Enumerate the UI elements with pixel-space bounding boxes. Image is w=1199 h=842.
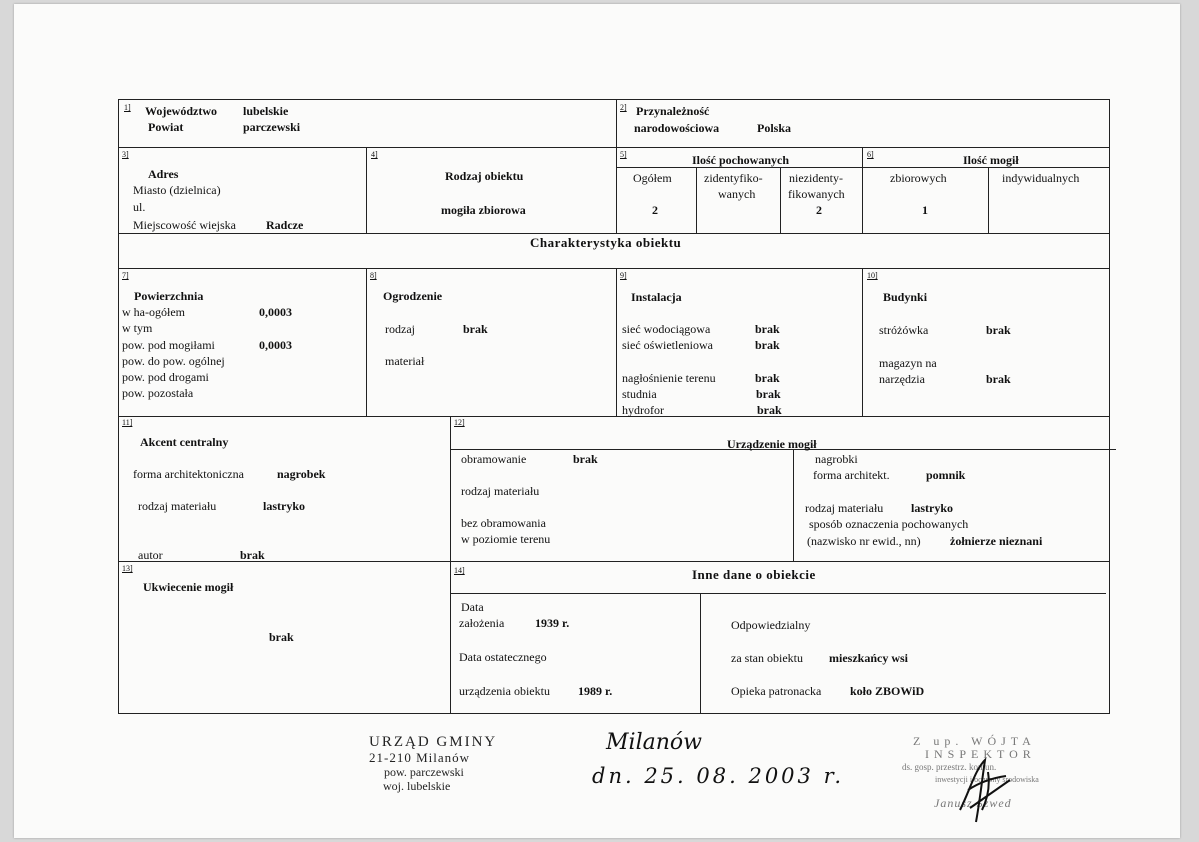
section-number: 2]	[620, 103, 627, 112]
narodowosc-label-2: narodowościowa	[634, 121, 720, 135]
urzadzenie-bez-1: bez obramowania	[461, 516, 546, 530]
powierzchnia-value: 0,0003	[259, 305, 292, 319]
powierzchnia-title: Powierzchnia	[134, 289, 204, 303]
urzadzenie-bez-2: w poziomie terenu	[461, 532, 551, 546]
instalacja-row: hydrofor	[622, 403, 664, 417]
section-number: 5]	[620, 150, 627, 159]
budynki-row: narzędzia	[879, 372, 925, 386]
ukwiecenie-value: brak	[269, 630, 294, 644]
instalacja-value: brak	[755, 338, 780, 352]
ogolem-label: Ogółem	[633, 171, 672, 185]
wojewodztwo-value: lubelskie	[243, 104, 289, 118]
ogrodzenie-rodzaj-label: rodzaj	[385, 322, 415, 336]
urzadzenie-rodzaj2-label: rodzaj materiału	[805, 501, 884, 515]
akcent-rodzaj-value: lastryko	[263, 499, 305, 513]
ogrodzenie-title: Ogrodzenie	[383, 289, 443, 303]
inne-opieka-value: koło ZBOWiD	[850, 684, 925, 698]
urzadzenie-title: Urządzenie mogił	[727, 437, 817, 451]
powierzchnia-row: pow. pozostała	[122, 386, 194, 400]
urzadzenie-obram-label: obramowanie	[461, 452, 527, 466]
instalacja-row: sieć wodociągowa	[622, 322, 711, 336]
stamp-line: pow. parczewski	[384, 765, 464, 779]
urzadzenie-nazwisko-label: (nazwisko nr ewid., nn)	[807, 534, 921, 548]
ogrodzenie-material-label: materiał	[385, 354, 425, 368]
mogil-title: Ilość mogił	[963, 153, 1019, 167]
section-number: 11]	[122, 418, 133, 427]
powierzchnia-row: w tym	[122, 321, 153, 335]
instalacja-value: brak	[756, 387, 781, 401]
rodzaj-obiektu-title: Rodzaj obiektu	[445, 169, 524, 183]
section-number: 12]	[454, 418, 465, 427]
urzadzenie-nagrobki: nagrobki	[815, 452, 858, 466]
inne-urzadzenia-label: urządzenia obiektu	[459, 684, 550, 698]
rodzaj-obiektu-value: mogiła zbiorowa	[441, 203, 526, 217]
stamp-line: inwestycji i ochrony środowiska	[935, 775, 1039, 784]
instalacja-value: brak	[755, 371, 780, 385]
section-number: 4]	[371, 150, 378, 159]
urzadzenie-rodzaj2-value: lastryko	[911, 501, 953, 515]
powiat-label: Powiat	[148, 120, 184, 134]
akcent-title: Akcent centralny	[140, 435, 229, 449]
inne-dane-title: Inne dane o obiekcie	[692, 567, 816, 582]
budynki-value: brak	[986, 372, 1011, 386]
narodowosc-label-1: Przynależność	[636, 104, 710, 118]
inne-stan-value: mieszkańcy wsi	[829, 651, 908, 665]
budynki-value: brak	[986, 323, 1011, 337]
inne-stan-label: za stan obiektu	[731, 651, 803, 665]
signature-icon	[930, 750, 1020, 830]
section-number: 3]	[122, 150, 129, 159]
budynki-row: stróżówka	[879, 323, 929, 337]
urzadzenie-nazwisko-value: żołnierze nieznani	[950, 534, 1043, 548]
charakterystyka-heading: Charakterystyka obiektu	[530, 235, 682, 250]
powierzchnia-row: pow. do pow. ogólnej	[122, 354, 225, 368]
handwritten-date: dn. 25. 08. 2003 r.	[592, 764, 844, 788]
inne-opieka-label: Opieka patronacka	[731, 684, 822, 698]
budynki-row: magazyn na	[879, 356, 937, 370]
instalacja-title: Instalacja	[631, 290, 682, 304]
zbiorowych-label: zbiorowych	[890, 171, 947, 185]
instalacja-row: sieć oświetleniowa	[622, 338, 713, 352]
indywidualnych-label: indywidualnych	[1002, 171, 1080, 185]
powierzchnia-row: pow. pod drogami	[122, 370, 209, 384]
akcent-autor-value: brak	[240, 548, 265, 562]
ogolem-value: 2	[652, 203, 658, 217]
urzadzenie-forma-value: pomnik	[926, 468, 966, 482]
akcent-rodzaj-label: rodzaj materiału	[138, 499, 217, 513]
inne-odpowiedzialny-label: Odpowiedzialny	[731, 618, 811, 632]
section-number: 8]	[370, 271, 377, 280]
powiat-value: parczewski	[243, 120, 301, 134]
ulica-label: ul.	[133, 200, 146, 214]
miejscowosc-label: Miejscowość wiejska	[133, 218, 236, 232]
stamp-line: woj. lubelskie	[383, 779, 451, 793]
instalacja-value: brak	[755, 322, 780, 336]
urzadzenie-forma-label: forma architekt.	[813, 468, 890, 482]
narodowosc-value: Polska	[757, 121, 792, 135]
miejscowosc-value: Radcze	[266, 218, 304, 232]
zidentyfikowanych-label-1: zidentyfiko-	[704, 171, 763, 185]
niezidentyfikowanych-value: 2	[816, 203, 822, 217]
zidentyfikowanych-label-2: wanych	[718, 187, 756, 201]
urzadzenie-rodzaj-label: rodzaj materiału	[461, 484, 540, 498]
instalacja-value: brak	[757, 403, 782, 417]
stamp-line: Janusz Szwed	[934, 796, 1012, 810]
stamp-line: INSPEKTOR	[925, 747, 1036, 761]
akcent-forma-value: nagrobek	[277, 467, 326, 481]
ukwiecenie-title: Ukwiecenie mogił	[143, 580, 234, 594]
section-number: 10]	[867, 271, 878, 280]
powierzchnia-value: 0,0003	[259, 338, 292, 352]
akcent-autor-label: autor	[138, 548, 163, 562]
inne-zalozenia-label: założenia	[459, 616, 505, 630]
zbiorowych-value: 1	[922, 203, 928, 217]
section-number: 6]	[867, 150, 874, 159]
inne-ostatecznego-label: Data ostatecznego	[459, 650, 547, 664]
wojewodztwo-label: Województwo	[145, 104, 217, 118]
section-number: 9]	[620, 271, 627, 280]
stamp-line: 21-210 Milanów	[369, 750, 471, 765]
miasto-label: Miasto (dzielnica)	[133, 183, 221, 197]
stamp-line: ds. gosp. przestrz. komun.	[902, 762, 997, 772]
stamp-line: URZĄD GMINY	[369, 734, 498, 750]
niezidentyfikowanych-label-2: fikowanych	[788, 187, 845, 201]
pochowanych-title: Ilość pochowanych	[692, 153, 790, 167]
adres-title: Adres	[148, 167, 179, 181]
akcent-forma-label: forma architektoniczna	[133, 467, 244, 481]
ogrodzenie-rodzaj-value: brak	[463, 322, 488, 336]
urzadzenie-obram-value: brak	[573, 452, 598, 466]
inne-data-label: Data	[461, 600, 484, 614]
powierzchnia-row: pow. pod mogiłami	[122, 338, 215, 352]
section-number: 14]	[454, 566, 465, 575]
section-number: 1]	[124, 103, 131, 112]
instalacja-row: studnia	[622, 387, 657, 401]
stamp-line: Z up. WÓJTA	[913, 734, 1036, 748]
inne-zalozenia-value: 1939 r.	[535, 616, 570, 630]
budynki-title: Budynki	[883, 290, 928, 304]
section-number: 7]	[122, 271, 129, 280]
urzadzenie-sposob: sposób oznaczenia pochowanych	[809, 517, 969, 531]
section-number: 13]	[122, 564, 133, 573]
niezidentyfikowanych-label-1: niezidenty-	[789, 171, 843, 185]
instalacja-row: nagłośnienie terenu	[622, 371, 716, 385]
inne-urzadzenia-value: 1989 r.	[578, 684, 613, 698]
handwritten-place: Milanów	[606, 730, 702, 755]
powierzchnia-row: w ha-ogółem	[122, 305, 185, 319]
